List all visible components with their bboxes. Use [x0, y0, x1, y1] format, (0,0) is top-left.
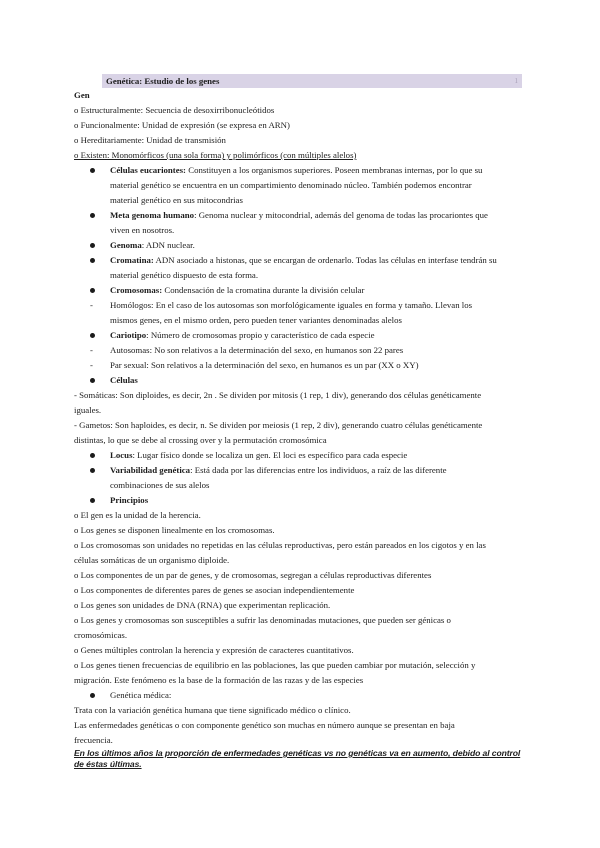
principio-line: cromosómicas. — [74, 630, 128, 640]
bullet-dot-icon — [90, 168, 95, 173]
bullet-dot-icon — [90, 693, 95, 698]
intro-line: o Estructuralmente: Secuencia de desoxirribonucleótidos — [74, 105, 275, 115]
bullet-dot-icon — [90, 288, 95, 293]
somaticas-line: - Somáticas: Son diploides, es decir, 2n . Se dividen por mitosis (1 rep, 1 div), generando dos células genéticamente — [74, 390, 482, 400]
dash-item-autosomas: - Autosomas: No son relativos a la determinación del sexo, en humanos son 22 pares — [74, 343, 524, 358]
bullet-continuation: material genético dispuesto de esta forma. — [110, 270, 259, 280]
title-bar — [102, 74, 522, 88]
bullet-cromosomas: Cromosomas: Condensación de la cromatina durante la división celular — [74, 283, 524, 298]
title-corner-mark: 1 — [514, 77, 518, 85]
dash-continuation: mismos genes, en el mismo orden, pero pueden tener variantes denominadas alelos — [110, 315, 402, 325]
dash-marker: - — [90, 360, 93, 370]
bullet-celulas: Células — [74, 373, 524, 388]
bullet-variabilidad: Variabilidad genética: Está dada por las diferencias entre los individuos, a raíz de las diferente — [74, 463, 524, 478]
bullet-continuation: material genético en sus mitocondrias — [110, 195, 243, 205]
intro-line: o Existen: Monomórficos (una sola forma) y polimórficos (con múltiples alelos) — [74, 150, 357, 160]
final-emphasis-line: En los últimos años la proporción de enfermedades genéticas vs no genéticas va en aumento, debido al control — [74, 748, 521, 758]
dash-item-homologos: - Homólogos: En el caso de los autosomas son morfológicamente iguales en forma y tamaño. Llevan los — [74, 298, 524, 313]
bullet-continuation: viven en nosotros. — [110, 225, 175, 235]
dash-item-par-sexual: - Par sexual: Son relativos a la determinación del sexo, en humanos es un par (XX o XY) — [74, 358, 524, 373]
dash-marker: - — [90, 345, 93, 355]
gametos-line: distintas, lo que se debe al crossing over y la permutación cromosómica — [74, 435, 327, 445]
bullet-continuation: combinaciones de sus alelos — [110, 480, 210, 490]
principio-line: o Los cromosomas son unidades no repetidas en las células reproductivas, pero están pareados en los cigotos y en las — [74, 540, 486, 550]
principio-line: o Los genes y cromosomas son susceptibles a sufrir las denominadas mutaciones, que pueden ser génicas o — [74, 615, 451, 625]
bullet-dot-icon — [90, 213, 95, 218]
bullet-cromatina: Cromatina: ADN asociado a histonas, que se encargan de ordenarlo. Todas las células en interfase tendrán su — [74, 253, 524, 268]
intro-line: o Hereditariamente: Unidad de transmisión — [74, 135, 226, 145]
principio-line: o Los componentes de diferentes pares de genes se asocian independientemente — [74, 585, 355, 595]
principio-line: o Los genes se disponen linealmente en los cromosomas. — [74, 525, 275, 535]
bullet-principios: Principios — [74, 493, 524, 508]
dash-marker: - — [90, 300, 93, 310]
principio-line: o El gen es la unidad de la herencia. — [74, 510, 201, 520]
page-title: Genética: Estudio de los genes — [106, 76, 220, 86]
final-emphasis-line: de éstas últimas. — [74, 759, 142, 769]
bullet-cariotipo: Cariotipo: Número de cromosomas propio y característico de cada especie — [74, 328, 524, 343]
principio-line: o Los componentes de un par de genes, y de cromosomas, segregan a células reproductivas diferentes — [74, 570, 432, 580]
intro-line: o Funcionalmente: Unidad de expresión (se expresa en ARN) — [74, 120, 290, 130]
genetica-medica-line: Trata con la variación genética humana que tiene significado médico o clínico. — [74, 705, 351, 715]
bullet-dot-icon — [90, 258, 95, 263]
genetica-medica-line: Las enfermedades genéticas o con componente genético son muchas en número aunque se presentan en baja — [74, 720, 455, 730]
bullet-celulas-eucariontes: Células eucariontes: Constituyen a los organismos superiores. Poseen membranas internas, por lo que su — [74, 163, 524, 178]
bullet-genoma: Genoma: ADN nuclear. — [74, 238, 524, 253]
principio-line: o Los genes tienen frecuencias de equilibrio en las poblaciones, las que pueden cambiar por mutación, selección y — [74, 660, 476, 670]
genetica-medica-line: frecuencia. — [74, 735, 113, 745]
principio-line: células somáticas de un organismo diploide. — [74, 555, 230, 565]
principio-line: o Genes múltiples controlan la herencia y expresión de caracteres cuantitativos. — [74, 645, 354, 655]
gen-heading: Gen — [74, 90, 90, 100]
gametos-line: - Gametos: Son haploides, es decir, n. Se dividen por meiosis (1 rep, 2 div), generando cuatro células genéticamente — [74, 420, 483, 430]
bullet-continuation: material genético se encuentra en un compartimiento denominado núcleo. También podemos encontrar — [110, 180, 472, 190]
somaticas-line: iguales. — [74, 405, 102, 415]
bullet-dot-icon — [90, 378, 95, 383]
bullet-dot-icon — [90, 498, 95, 503]
bullet-dot-icon — [90, 468, 95, 473]
bullet-meta-genoma: Meta genoma humano: Genoma nuclear y mitocondrial, además del genoma de todas las procariontes que — [74, 208, 524, 223]
bullet-dot-icon — [90, 243, 95, 248]
document-body — [74, 88, 524, 770]
principio-line: o Los genes son unidades de DNA (RNA) que experimentan replicación. — [74, 600, 331, 610]
bullet-dot-icon — [90, 453, 95, 458]
bullet-dot-icon — [90, 333, 95, 338]
bullet-locus: Locus: Lugar físico donde se localiza un gen. El loci es específico para cada especie — [74, 448, 524, 463]
bullet-genetica-medica: Genética médica: — [74, 688, 524, 703]
principio-line: migración. Este fenómeno es la base de la formación de las razas y de las especies — [74, 675, 364, 685]
